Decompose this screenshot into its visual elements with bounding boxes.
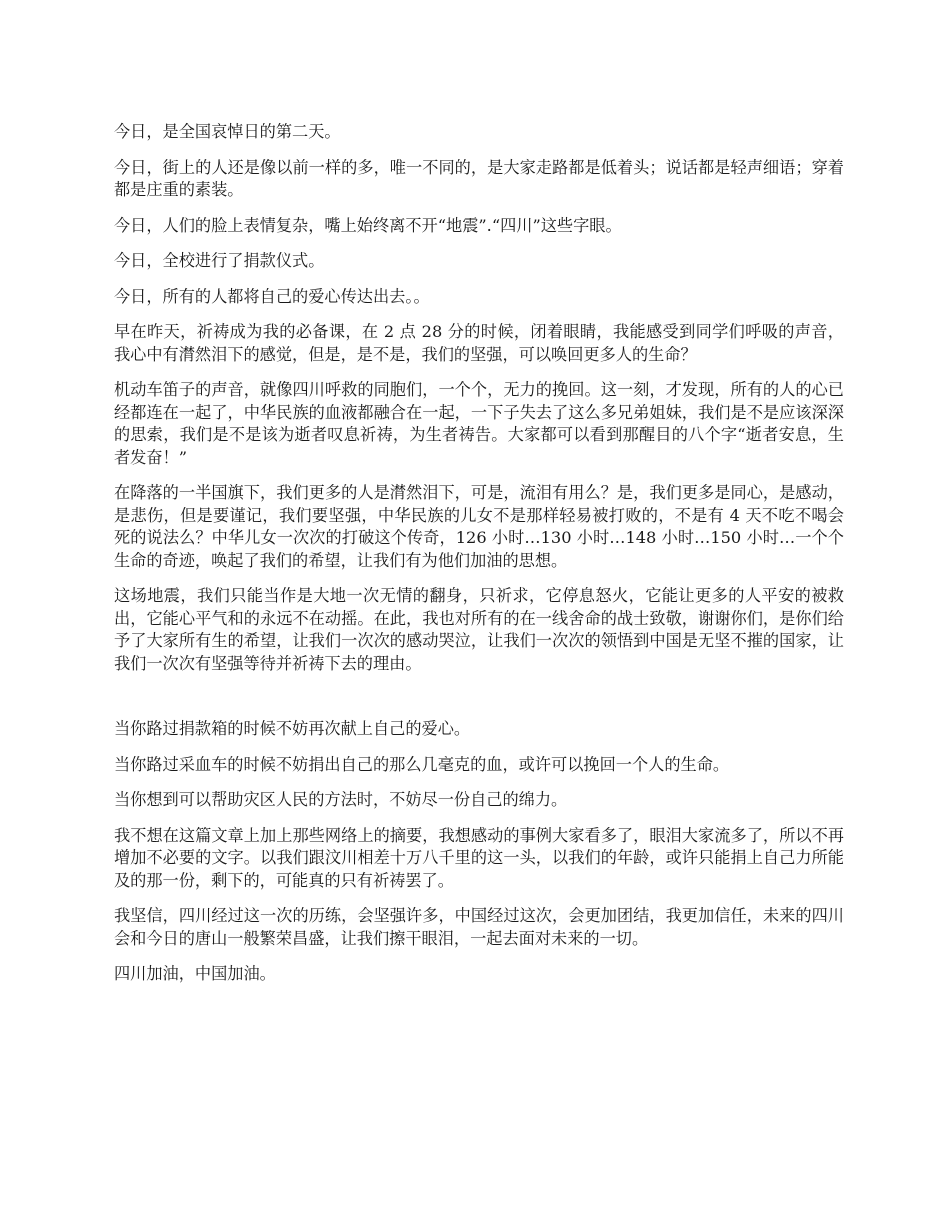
paragraph: 今日，全校进行了捐款仪式。 bbox=[114, 251, 325, 270]
paragraph: 在降落的一半国旗下，我们更多的人是潸然泪下，可是，流泪有用么？是，我们更多是同心，是感动，是悲伤，但是要谨记，我们要坚强，中华民族的儿女不是那样轻易被打败的，不是有 4 天不吃不喝会死的说法么？中华儿女一次次的打破这个传奇，126 小时…130 小时…148 小时…150 小时…一个个生命的奇迹，唤起了我们的希望，让我们有为他们加油的思想。 bbox=[114, 483, 844, 570]
paragraph: 今日，所有的人都将自己的爱心传达出去。。 bbox=[114, 286, 430, 306]
paragraph: 今日，街上的人还是像以前一样的多，唯一不同的，是大家走路都是低着头；说话都是轻声细语；穿着都是庄重的素装。 bbox=[114, 157, 844, 199]
document-body bbox=[114, 121, 844, 999]
section-gap bbox=[114, 688, 844, 718]
paragraph: 我坚信，四川经过这一次的历练，会坚强许多，中国经过这次，会更加团结，我更加信任，未来的四川会和今日的唐山一般繁荣昌盛，让我们擦干眼泪，一起去面对未来的一切。 bbox=[114, 906, 844, 948]
paragraph: 今日，人们的脸上表情复杂，嘴上始终离不开“地震”.“四川”这些字眼。 bbox=[114, 215, 622, 235]
closing-line: 四川加油，中国加油。 bbox=[114, 964, 276, 983]
paragraph: 早在昨天，祈祷成为我的必备课，在 2 点 28 分的时候，闭着眼睛，我能感受到同学们呼吸的声音，我心中有潸然泪下的感觉，但是，是不是，我们的坚强，可以唤回更多人的生命？ bbox=[114, 322, 844, 364]
paragraph: 我不想在这篇文章上加上那些网络上的摘要，我想感动的事例大家看多了，眼泪大家流多了，所以不再增加不必要的文字。以我们跟汶川相差十万八千里的这一头，以我们的年龄，或许只能捐上自己力所能及的那一份，剩下的，可能真的只有祈祷罢了。 bbox=[114, 825, 844, 890]
paragraph: 这场地震，我们只能当作是大地一次无情的翻身，只祈求，它停息怒火，它能让更多的人平安的被救出，它能心平气和的永远不在动摇。在此，我也对所有的在一线舍命的战士致敬，谢谢你们，是你们给予了大家所有生的希望，让我们一次次的感动哭泣，让我们一次次的领悟到中国是无坚不摧的国家，让我们一次次有坚强等待并祈祷下去的理由。 bbox=[114, 586, 844, 673]
paragraph: 当你路过采血车的时候不妨捐出自己的那么几毫克的血，或许可以挽回一个人的生命。 bbox=[114, 754, 730, 774]
paragraph: 机动车笛子的声音，就像四川呼救的同胞们，一个个，无力的挽回。这一刻，才发现，所有的人的心已经都连在一起了，中华民族的血液都融合在一起，一下子失去了这么多兄弟姐妹，我们是不是应该深深的思索，我们是不是该为逝者叹息祈祷，为生者祷告。大家都可以看到那醒目的八个字“逝者安息，生者发奋！” bbox=[114, 380, 844, 467]
paragraph: 当你想到可以帮助灾区人民的方法时，不妨尽一份自己的绵力。 bbox=[114, 790, 568, 809]
paragraph: 当你路过捐款箱的时候不妨再次献上自己的爱心。 bbox=[114, 719, 471, 738]
paragraph: 今日，是全国哀悼日的第二天。 bbox=[114, 122, 341, 141]
